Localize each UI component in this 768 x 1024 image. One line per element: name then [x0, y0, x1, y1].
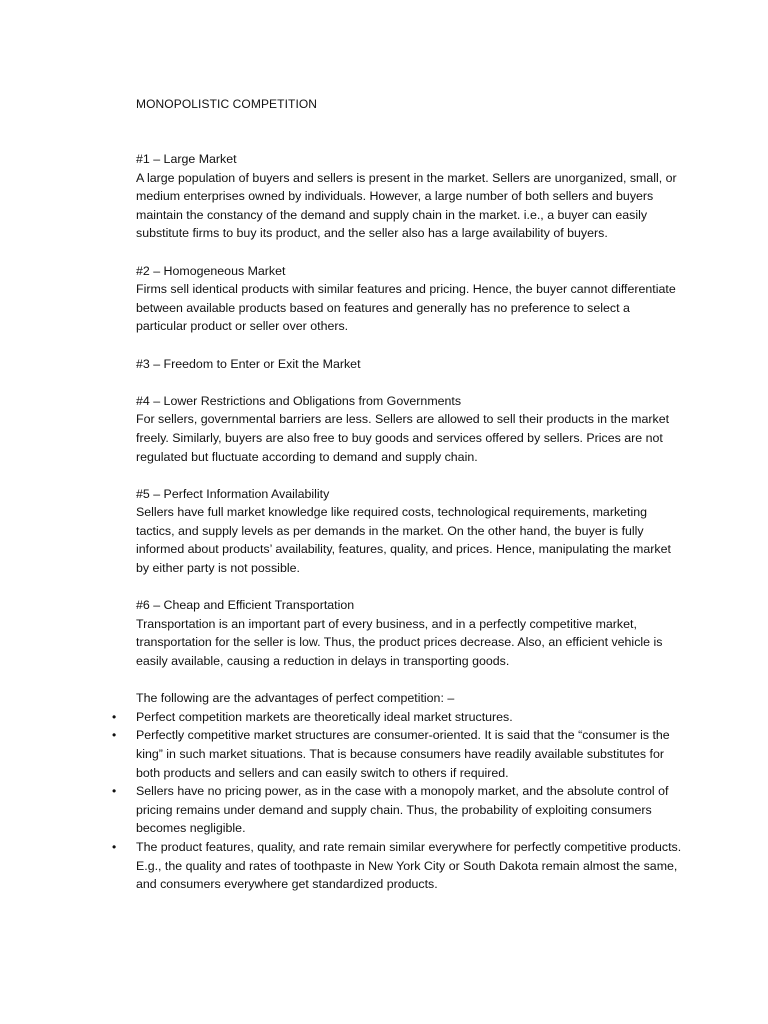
- section-heading: #1 – Large Market: [136, 152, 237, 166]
- section-body: For sellers, governmental barriers are less. Sellers are allowed to sell their products in the market freely. Similarly, buyers are also free to buy goods and services offered by sellers. Prices are not regulated but fluctuate according to demand and supply chain.: [136, 412, 670, 464]
- section-transportation: [136, 596, 684, 670]
- section-heading: #2 – Homogeneous Market: [136, 263, 286, 278]
- section-body: A large population of buyers and sellers is present in the market. Sellers are unorganized, small, or medium enterprises owned by individuals. However, a large number of both sellers and buyers maintain the constancy of the demand and supply chain in the market. i.e., a buyer can easily substitute firms to buy its product, and the seller also has a large availability of buyers.: [136, 170, 677, 241]
- section-body: Firms sell identical products with similar features and pricing. Hence, the buyer cannot differentiate between available products based on features and generally has no preference to select a particular product or seller over others.: [136, 282, 676, 334]
- section-body: Transportation is an important part of every business, and in a perfectly competitive market, transportation for the seller is low. Thus, the product prices decrease. Also, an efficient vehicle is easily available, causing a reduction in delays in transporting goods.: [136, 616, 663, 669]
- bullet-icon: •: [112, 728, 117, 743]
- section-heading: #6 – Cheap and Efficient Transportation: [136, 598, 355, 613]
- document-title: MONOPOLISTIC COMPETITION: [136, 97, 318, 111]
- list-item-text: Perfectly competitive market structures are consumer-oriented. It is said that the “consumer is the king” in such market situations. That is because consumers have readily available substitutes for both products and sellers and can easily switch to others if required.: [136, 728, 670, 780]
- list-item-text: Sellers have no pricing power, as in the case with a monopoly market, and the absolute control of pricing remains under demand and supply chain. Thus, the probability of exploiting consumers becomes negligible.: [136, 784, 669, 836]
- section-heading: #3 – Freedom to Enter or Exit the Market: [136, 356, 361, 371]
- section-large-market: [136, 150, 684, 243]
- bullet-icon: •: [112, 784, 117, 799]
- section-body: Sellers have full market knowledge like required costs, technological requirements, marketing tactics, and supply levels as per demands in the market. On the other hand, the buyer is fully informed about products’ availability, features, quality, and prices. Hence, manipulating the market by either party is not possible.: [136, 505, 671, 576]
- list-item-text: The product features, quality, and rate remain similar everywhere for perfectly competitive products. E.g., the quality and rates of toothpaste in New York City or South Dakota remain almost the same, and consumers everywhere get standardized products.: [136, 839, 682, 892]
- list-item: [112, 782, 684, 838]
- section-perfect-information: [136, 485, 684, 578]
- section-lower-restrictions: [136, 392, 684, 466]
- bullet-icon: •: [112, 839, 117, 854]
- list-item: [112, 708, 684, 727]
- list-item: [112, 726, 684, 782]
- section-heading: #4 – Lower Restrictions and Obligations from Governments: [136, 393, 462, 408]
- section-heading: #5 – Perfect Information Availability: [136, 486, 330, 501]
- document-content: [112, 150, 684, 894]
- list-item: [112, 838, 684, 894]
- section-homogeneous-market: [136, 262, 684, 336]
- advantages-list: [112, 708, 684, 894]
- section-freedom-to-enter: [136, 355, 684, 374]
- advantages-intro: The following are the advantages of perfect competition: –: [136, 691, 455, 706]
- bullet-icon: •: [112, 709, 117, 724]
- list-item-text: Perfect competition markets are theoretically ideal market structures.: [136, 709, 513, 724]
